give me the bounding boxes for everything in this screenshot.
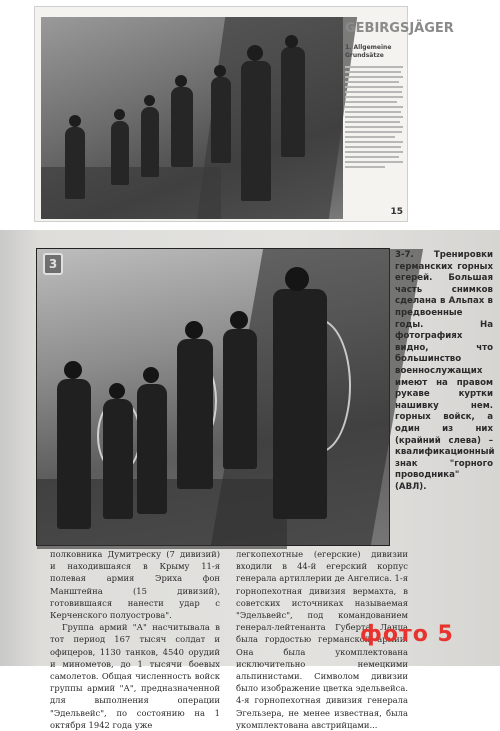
top-text-column	[345, 17, 454, 217]
top-photo-mountain-troops	[41, 17, 343, 219]
photo-number-badge: 3	[43, 253, 63, 275]
paragraph: Группа армий "А" насчитывала в тот период 167 тысяч солдат и офицеров, 1130 танков, 4540 орудий и минометов, до 1 тысячи боевых самолетов. Общая численность войск группы армий "А", предназначенной для выполнения операции "Эдельвейс", по состоянию на 1 октября 1942 года уже	[50, 622, 220, 730]
main-photo-mountain-troops	[36, 248, 390, 546]
bottom-book-page	[0, 230, 500, 730]
body-text-left-column	[50, 548, 220, 731]
page-title: GEBIRGSJÄGER	[345, 21, 454, 36]
photo-caption: 3-7. Тренировки германских горных егерей. Большая часть снимков сделана в Альпах в предвоенные годы. На фотографиях видно, что большинство военнослужащих имеют на правом рукаве куртки нашивку нем. горных войск, а один из них (крайний слева) – квалификационный знак "горного проводника" (АВЛ).	[395, 250, 495, 492]
illegible-text-lines	[345, 66, 405, 168]
section-heading: 1. Allgemeine Grundsätze	[345, 44, 392, 59]
page-number: 15	[390, 207, 403, 217]
top-book-spread	[34, 6, 454, 222]
paragraph: легкопехотные (егерские) дивизии входили в 44-й егерский корпус генерала артиллерии де Ангелиса. 1-я горнопехотная дивизия вермахта, в советских источниках называемая "Эдельвейс", под командованием генерал-лейтенанта Губерта Ланца была гордостью германской армии. Она была укомплектована исключительно немецкими альпинистами. Символом дивизии было изображение цветка эдельвейса. 4-я горнопехотная дивизия генерала Эгельзера, не менее известная, была укомплектована австрийцами...	[236, 549, 408, 730]
photo-label-overlay: фото 5	[360, 622, 454, 647]
paragraph: полковника Думитреску (7 дивизий) и находившаяся в Крыму 11-я полевая армия Эриха фон Манштейна (15 дивизий), готовившаяся нанести удар с Керченского полуострова".	[50, 549, 220, 621]
